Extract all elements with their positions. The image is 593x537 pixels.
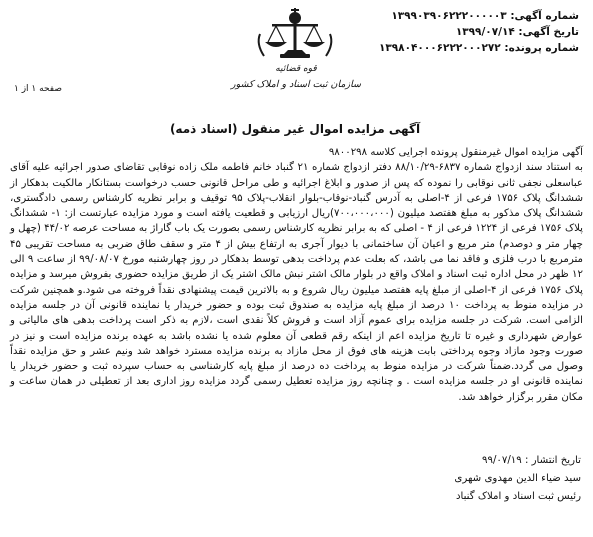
registration-org-label: سازمان ثبت اسناد و املاک کشور bbox=[231, 79, 361, 90]
judiciary-label: قوه قضائیه bbox=[275, 64, 317, 74]
signer-title: رئیس ثبت اسناد و املاک گنباد bbox=[455, 491, 581, 502]
body-heading: آگهی مزایده اموال غیرمنقول پرونده اجرایی کلاسه ۹۸۰۰۲۹۸ bbox=[328, 147, 583, 158]
notice-footer bbox=[281, 452, 581, 506]
signer-name: سید ضیاء الدین مهدوی شهری bbox=[454, 473, 581, 484]
notice-meta bbox=[339, 8, 579, 56]
notice-date: تاریخ آگهی: ۱۳۹۹/۰۷/۱۴ bbox=[455, 26, 579, 38]
page-number: صفحه ۱ از ۱ bbox=[14, 84, 62, 94]
notice-title: آگهی مزایده اموال غیر منقول (اسناد ذمه) bbox=[169, 122, 421, 136]
notice-number: شماره آگهی: ۱۳۹۹۰۳۹۰۶۲۲۲۰۰۰۰۰۳ bbox=[391, 10, 579, 22]
publish-date: تاریخ انتشار : ۹۹/۰۷/۱۹ bbox=[482, 455, 581, 466]
file-number: شماره پرونده: ۱۳۹۸۰۴۰۰۰۶۲۲۲۰۰۰۲۷۲ bbox=[378, 42, 579, 54]
notice-body bbox=[10, 145, 583, 405]
body-paragraph: به استناد سند ازدواج شماره ۶۸۳۷-۸۸/۱۰/۲۹ دفتر ازدواج شماره ۲۱ گنباد خانم فاطمه ملک زاده نوقابی تقاضای صدور اجرائیه علیه آقای عباسعلی نجفی ثانی نوقابی را نموده که پس از صدور و ابلاغ اجرائیه و طی مراحل قانونی حسب درخواست بستانکار مالکیت بدهکار از ششدانگ پلاک ۱۷۵۶ فرعی از ۴-اصلی به آدرس گنباد-نوقاب-بلوار انقلاب-پلاک ۹۵ توقیف و برابر نظریه کارشناس رسمی دادگستری، ششدانگ پلاک مذکور به مبلغ هفتصد میلیون (۷۰۰،۰۰۰،۰۰۰)ریال ارزیابی و قطعیت یافته است و مورد مزایده عبارتست از: ۱- ششدانگ پلاک ۱۷۵۶ فرعی از ۱۲۲۴ فرعی از ۴ - اصلی که به برابر نظریه کارشناس رسمی بصورت یک باب گاراژ به مساحت عرصه ۴۴/۰۲ (چهل و چهار متر و دوصدم) متر مربع و اعیان آن ساختمانی با دیوار آجری به ارتفاع بیش از ۴ متر و سقف طاق ضربی به مساحت تقریبی ۴۵ مترمربع با درب فلزی و فاقد نما می باشد، که بعلت عدم پرداخت بدهی توسط بدهکار در روز چهارشنبه مورخ ۹۹/۰۸/۰۷ از ساعت ۹ الی ۱۲ ظهر در محل اداره ثبت اسناد و املاک واقع در بلوار مالک اشتر نبش مالک اشتر یک از طریق مزایده حضوری بفروش میرسد و مزایده پلاک ۱۷۵۶ فرعی از ۴-اصلی از مبلغ پایه هفتصد میلیون ریال شروع و به بالاترین قیمت پیشنهادی نقداً فروخته می شود.و همچنین شرکت در مزایده منوط به پرداخت ۱۰ درصد از مبلغ پایه مزایده به صندوق ثبت بوده و حضور خریدار یا نماینده قانونی آن در جلسه مزایده الزامی است. شرکت در جلسه مزایده برای عموم آزاد است و فروش کلاً نقدی است ،لازم به ذکر است پرداخت بدهی های مالیاتی و عوارض شهرداری و غیره تا تاریخ مزایده اعم از اینکه رقم قطعی آن معلوم شده یا نشده باشد به عهده برنده مزایده است و نیز در صورت وجود مازاد وجوه پرداختی بابت هزینه های فوق از محل مازاد به برنده مزایده مسترد خواهد شد ونیم عشر و حق مزایده نقداً وصول می گردد.ضمناً شرکت در مزایده منوط به پرداخت ده درصد از مبلغ پایه کارشناسی به حساب سپرده ثبت و حضور خریدار یا نماینده قانونی او در جلسه مزایده است . و چنانچه روز مزایده تعطیل رسمی گردد مزایده روز اداری بعد از تعطیلی در همان ساعت و مکان مقرر برگزار خواهد شد. bbox=[10, 162, 583, 403]
